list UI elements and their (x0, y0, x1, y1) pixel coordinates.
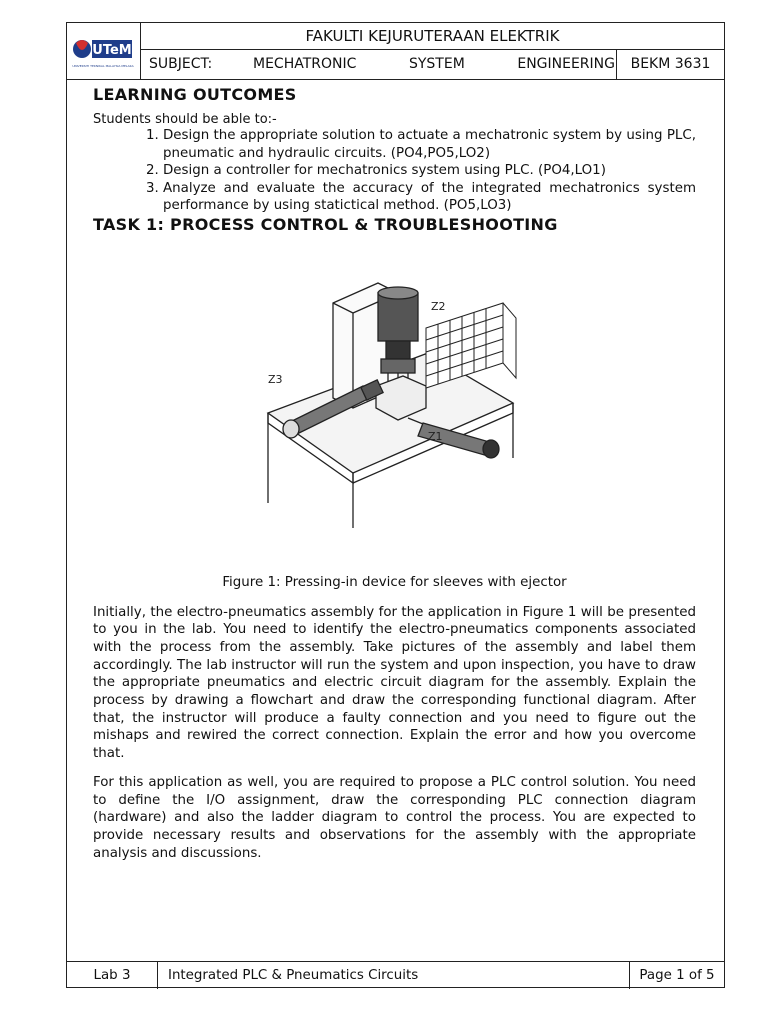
footer-title: Integrated PLC & Pneumatics Circuits (168, 968, 419, 983)
subject-word: ENGINEERING (517, 56, 615, 72)
faculty-name: FAKULTI KEJURUTERAAN ELEKTRIK (141, 23, 724, 50)
subject-row (141, 50, 724, 79)
utem-logo (67, 23, 140, 79)
figure-caption: Figure 1: Pressing-in device for sleeves with ejector (222, 574, 567, 590)
figure-1 (93, 258, 696, 598)
document-content (93, 85, 696, 862)
body-paragraph: For this application as well, you are required to propose a PLC control solution. You need to define the I/O assignment, draw the corresponding PLC connection diagram (hardware) and also the ladder diagram to control the process. You are expected to provide necessary results and observations for the assembly with the appropriate analysis and discussions. (93, 774, 696, 861)
label-z3: Z3 (268, 372, 283, 386)
label-z2: Z2 (431, 299, 446, 313)
subject-name (253, 50, 615, 79)
document-page (66, 22, 725, 988)
course-code: BEKM 3631 (616, 50, 724, 79)
pressing-device-illustration (248, 258, 518, 528)
subject-word: MECHATRONIC (253, 56, 357, 72)
header-divider (67, 79, 724, 80)
outcome-item: 2. Design a controller for mechatronics system using PLC. (PO4,LO1) (163, 162, 696, 180)
outcomes-list (93, 127, 696, 215)
logo-text: UTeM (92, 43, 132, 58)
subject-word: SYSTEM (408, 56, 465, 72)
document-footer (67, 961, 724, 989)
body-paragraph: Initially, the electro-pneumatics assembly for the application in Figure 1 will be presented to you in the lab. You need to identify the electro-pneumatics components associated with the process from the assembly. Take pictures of the assembly and label them accordingly. The lab instructor will run the system and upon inspection, you have to draw the appropriate pneumatics and electric circuit diagram for the assembly. Explain the process by drawing a flowchart and draw the corresponding functional diagram. After that, the instructor will produce a faulty connection and you need to figure out the mishaps and rewired the correct connection. Explain the error and how you overcome that. (93, 604, 696, 762)
learning-intro: Students should be able to:- (93, 112, 277, 127)
task-heading: TASK 1: PROCESS CONTROL & TROUBLESHOOTING (93, 214, 558, 234)
footer-lab: Lab 3 (67, 962, 158, 989)
outcome-item: 1. Design the appropriate solution to actuate a mechatronic system by using PLC, pneumatic and hydraulic circuits. (PO4,PO5,LO2) (163, 127, 696, 162)
outcome-item: 3. Analyze and evaluate the accuracy of the integrated mechatronics system performance by using statictical method. (PO5,LO3) (163, 180, 696, 215)
logo-cell (67, 23, 141, 79)
learning-outcomes-heading: LEARNING OUTCOMES (93, 85, 297, 104)
label-z1: Z1 (428, 429, 443, 443)
document-header (67, 23, 724, 79)
subject-label: SUBJECT: (149, 56, 213, 72)
footer-page-number: Page 1 of 5 (629, 962, 724, 989)
logo-subtext: UNIVERSITI TEKNIKAL MALAYSIA MELAKA (72, 64, 134, 68)
